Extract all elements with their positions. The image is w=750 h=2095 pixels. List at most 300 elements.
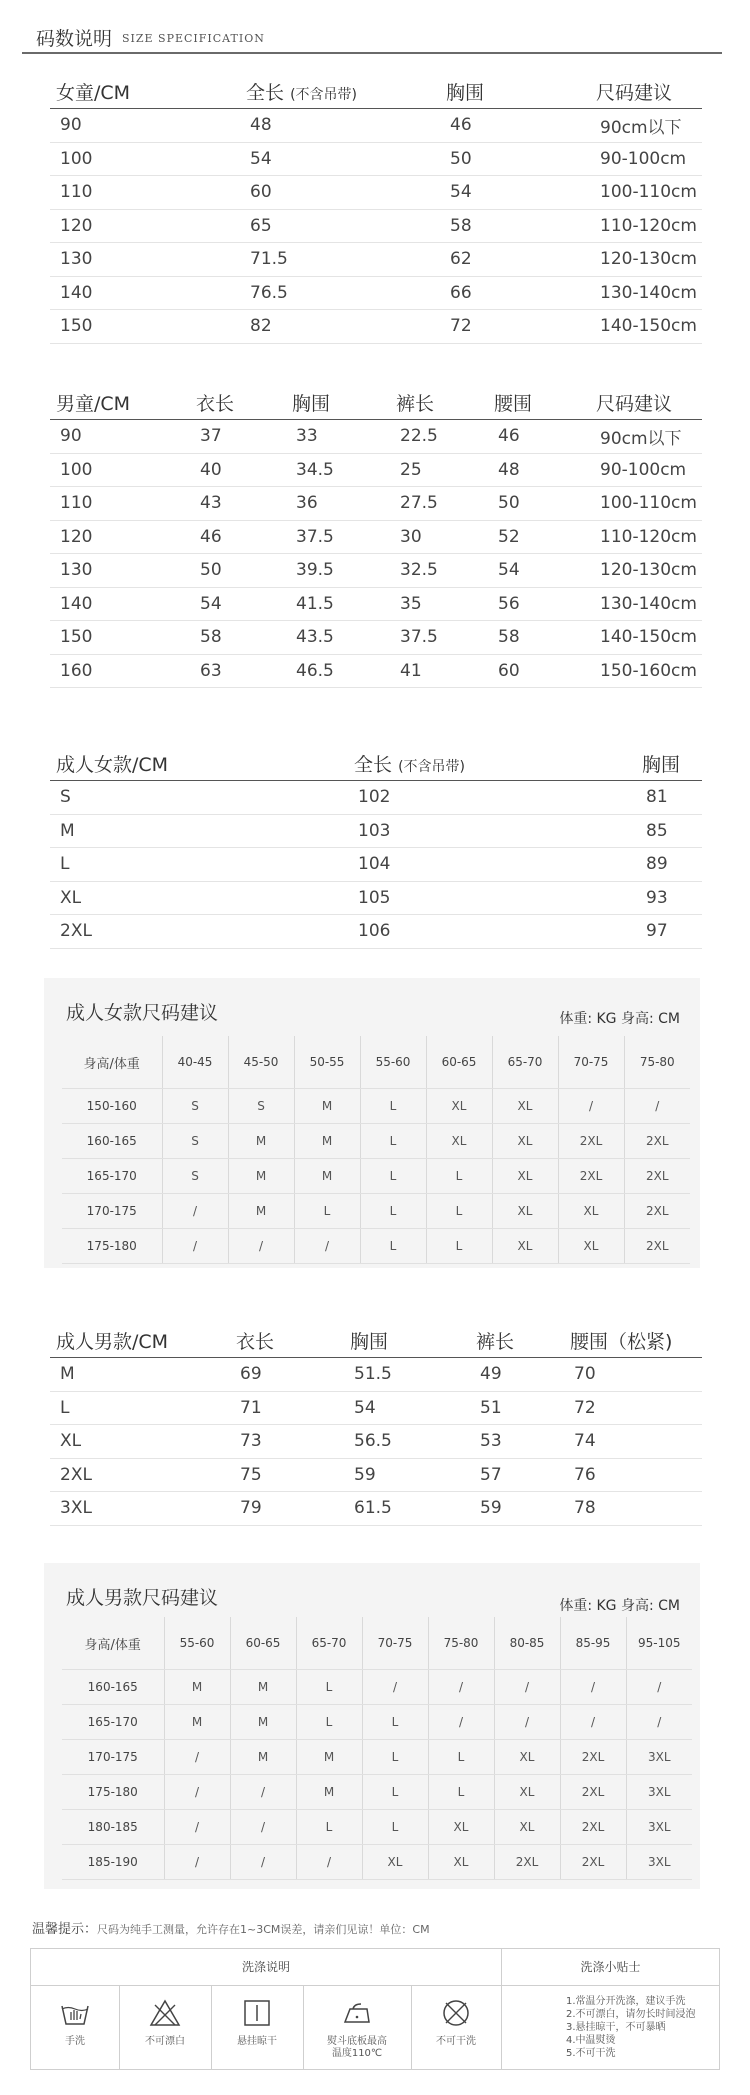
women-table-cell: XL xyxy=(50,881,348,915)
girls-table-cell: 82 xyxy=(240,310,440,344)
men-recommend-cell: L xyxy=(362,1740,428,1775)
boys-table-cell: 41 xyxy=(390,654,488,688)
men-recommend-cell: 3XL xyxy=(626,1810,692,1845)
women-recommend-cell: M xyxy=(228,1124,294,1159)
girls-table-cell: 60 xyxy=(240,176,440,210)
women-recommend-cell: M xyxy=(294,1159,360,1194)
women-recommend-row xyxy=(62,1124,690,1159)
boys-table-cell: 150 xyxy=(50,621,190,655)
men-header-waist: 腰围（松紧) xyxy=(564,1323,702,1358)
women-recommend-row xyxy=(62,1229,690,1264)
men-recommend-header-cell: 95-105 xyxy=(626,1617,692,1670)
women-table-row xyxy=(50,781,702,815)
girls-table-cell: 54 xyxy=(440,176,590,210)
men-recommend-header-cell: 60-65 xyxy=(230,1617,296,1670)
boys-table-cell: 54 xyxy=(488,554,590,588)
men-table-row xyxy=(50,1492,702,1526)
men-recommend-header-cell: 70-75 xyxy=(362,1617,428,1670)
women-recommend-cell: / xyxy=(624,1089,690,1124)
women-recommend-cell: XL xyxy=(558,1229,624,1264)
women-recommend-title: 成人女款尺码建议 xyxy=(66,1002,219,1024)
men-recommend-row xyxy=(62,1670,692,1705)
men-recommend-cell: L xyxy=(428,1775,494,1810)
men-table-cell: 61.5 xyxy=(344,1492,470,1526)
boys-table-cell: 160 xyxy=(50,654,190,688)
girls-table-cell: 110 xyxy=(50,176,240,210)
men-table-cell: 79 xyxy=(230,1492,344,1526)
men-recommend-cell: 2XL xyxy=(560,1845,626,1880)
men-table-cell: 71 xyxy=(230,1391,344,1425)
men-table-cell: 73 xyxy=(230,1425,344,1459)
boys-table-row xyxy=(50,587,702,621)
men-table-cell: 53 xyxy=(470,1425,564,1459)
women-table-cell: 89 xyxy=(636,848,702,882)
men-table-row xyxy=(50,1391,702,1425)
women-recommend-cell: 2XL xyxy=(558,1159,624,1194)
boys-table-cell: 140-150cm xyxy=(590,621,702,655)
women-recommend-cell: 2XL xyxy=(558,1124,624,1159)
men-recommend-cell: M xyxy=(296,1740,362,1775)
girls-table-cell: 54 xyxy=(240,142,440,176)
men-recommend-cell: L xyxy=(428,1740,494,1775)
women-recommend-cell: XL xyxy=(426,1089,492,1124)
men-recommend-cell: L xyxy=(362,1775,428,1810)
women-table-cell: 105 xyxy=(348,881,636,915)
boys-table-cell: 100 xyxy=(50,453,190,487)
women-recommend-cell: XL xyxy=(492,1124,558,1159)
women-recommend-cell: L xyxy=(360,1229,426,1264)
boys-table-cell: 120 xyxy=(50,520,190,554)
men-recommend-cell: XL xyxy=(428,1810,494,1845)
boys-table-row xyxy=(50,453,702,487)
girls-table-row xyxy=(50,176,702,210)
girls-table-cell: 150 xyxy=(50,310,240,344)
boys-table-cell: 30 xyxy=(390,520,488,554)
boys-table-cell: 37 xyxy=(190,420,286,454)
boys-header-pants: 裤长 xyxy=(390,385,488,420)
women-table-cell: 106 xyxy=(348,915,636,949)
women-recommend-cell: M xyxy=(294,1089,360,1124)
men-recommend-cell: / xyxy=(164,1740,230,1775)
men-recommend-cell: / xyxy=(626,1705,692,1740)
men-recommend-cell: / xyxy=(494,1705,560,1740)
women-recommend-header-cell: 75-80 xyxy=(624,1036,690,1089)
men-recommend-cell: 3XL xyxy=(626,1845,692,1880)
hand-wash-icon xyxy=(59,1998,91,2028)
women-recommend-cell: XL xyxy=(492,1159,558,1194)
girls-table-cell: 100-110cm xyxy=(590,176,702,210)
women-recommend-cell: L xyxy=(426,1229,492,1264)
men-table-cell: 78 xyxy=(564,1492,702,1526)
men-recommend-header-cell: 80-85 xyxy=(494,1617,560,1670)
women-recommend-grid xyxy=(62,1036,690,1264)
warm-tips xyxy=(32,1918,430,1937)
boys-table-cell: 41.5 xyxy=(286,587,390,621)
boys-table-cell: 37.5 xyxy=(390,621,488,655)
boys-table-cell: 37.5 xyxy=(286,520,390,554)
men-table-cell: 2XL xyxy=(50,1458,230,1492)
boys-table-cell: 63 xyxy=(190,654,286,688)
women-recommend-cell: L xyxy=(294,1194,360,1229)
boys-table-row xyxy=(50,420,702,454)
men-header-length: 衣长 xyxy=(230,1323,344,1358)
boys-table-cell: 32.5 xyxy=(390,554,488,588)
women-recommend-cell: / xyxy=(228,1229,294,1264)
boys-table-row xyxy=(50,487,702,521)
men-recommend-cell: M xyxy=(230,1705,296,1740)
men-recommend-cell: / xyxy=(560,1705,626,1740)
women-table-cell: 103 xyxy=(348,814,636,848)
boys-table-cell: 39.5 xyxy=(286,554,390,588)
care-label-iron: 熨斗底板最高 温度110℃ xyxy=(327,2036,387,2059)
women-recommend-cell: 170-175 xyxy=(62,1194,162,1229)
men-recommend-header-cell: 85-95 xyxy=(560,1617,626,1670)
men-recommend-row xyxy=(62,1810,692,1845)
girls-table-cell: 110-120cm xyxy=(590,209,702,243)
women-recommend-cell: 165-170 xyxy=(62,1159,162,1194)
boys-table-cell: 110 xyxy=(50,487,190,521)
boys-header-waist: 腰围 xyxy=(488,385,590,420)
women-recommend-cell: 150-160 xyxy=(62,1089,162,1124)
care-tips-list xyxy=(566,1995,696,2060)
men-recommend-cell: / xyxy=(296,1845,362,1880)
men-recommend-cell: / xyxy=(230,1775,296,1810)
men-recommend-cell: / xyxy=(428,1705,494,1740)
iron-icon xyxy=(341,1998,373,2028)
boys-header-length: 衣长 xyxy=(190,385,286,420)
women-recommend-cell: L xyxy=(360,1089,426,1124)
women-recommend-cell: M xyxy=(294,1124,360,1159)
women-recommend-header-cell: 60-65 xyxy=(426,1036,492,1089)
care-label-hang-dry: 悬挂晾干 xyxy=(237,2036,277,2047)
boys-table-cell: 58 xyxy=(190,621,286,655)
girls-header-length: 全长 (不含吊带) xyxy=(240,74,440,109)
care-tips-title: 洗涤小贴士 xyxy=(502,1949,719,1986)
boys-table-row xyxy=(50,621,702,655)
women-table-cell: 81 xyxy=(636,781,702,815)
men-recommend-cell: 160-165 xyxy=(62,1670,164,1705)
women-recommend-header-cell: 45-50 xyxy=(228,1036,294,1089)
boys-table-cell: 56 xyxy=(488,587,590,621)
women-recommend-header-cell: 70-75 xyxy=(558,1036,624,1089)
men-table-cell: 54 xyxy=(344,1391,470,1425)
boys-table-cell: 36 xyxy=(286,487,390,521)
girls-table-row xyxy=(50,276,702,310)
men-recommend-cell: / xyxy=(494,1670,560,1705)
boys-table-cell: 50 xyxy=(190,554,286,588)
boys-table-cell: 40 xyxy=(190,453,286,487)
women-recommend-row xyxy=(62,1159,690,1194)
men-header-pants: 裤长 xyxy=(470,1323,564,1358)
men-recommend-title: 成人男款尺码建议 xyxy=(66,1587,219,1609)
women-recommend-cell: 175-180 xyxy=(62,1229,162,1264)
women-recommend-cell: XL xyxy=(492,1089,558,1124)
men-recommend-cell: / xyxy=(230,1845,296,1880)
women-table-cell: 102 xyxy=(348,781,636,815)
women-recommend-cell: M xyxy=(228,1194,294,1229)
boys-table-cell: 34.5 xyxy=(286,453,390,487)
boys-table-cell: 52 xyxy=(488,520,590,554)
girls-table-cell: 130-140cm xyxy=(590,276,702,310)
no-bleach-icon xyxy=(149,1998,181,2028)
men-recommend-cell: / xyxy=(230,1810,296,1845)
women-header-size: 成人女款/CM xyxy=(50,746,348,781)
men-recommend-cell: / xyxy=(362,1670,428,1705)
care-label-no-dry-clean: 不可干洗 xyxy=(436,2036,476,2047)
men-recommend-cell: L xyxy=(296,1670,362,1705)
women-table-row xyxy=(50,915,702,949)
men-recommend-cell: L xyxy=(296,1705,362,1740)
girls-table-cell: 48 xyxy=(240,109,440,143)
boys-header-chest: 胸围 xyxy=(286,385,390,420)
girls-table-cell: 46 xyxy=(440,109,590,143)
girls-table-cell: 76.5 xyxy=(240,276,440,310)
boys-table-cell: 48 xyxy=(488,453,590,487)
girls-table-cell: 140-150cm xyxy=(590,310,702,344)
women-recommend-cell: 2XL xyxy=(624,1159,690,1194)
men-recommend-cell: M xyxy=(296,1775,362,1810)
women-recommend-cell: XL xyxy=(492,1194,558,1229)
men-recommend-cell: XL xyxy=(362,1845,428,1880)
women-recommend-cell: L xyxy=(360,1124,426,1159)
men-table-cell: 57 xyxy=(470,1458,564,1492)
women-table-cell: 85 xyxy=(636,814,702,848)
women-recommend-cell: L xyxy=(360,1194,426,1229)
boys-table-cell: 46 xyxy=(190,520,286,554)
men-table-cell: 59 xyxy=(470,1492,564,1526)
girls-table-row xyxy=(50,109,702,143)
women-recommend-cell: 2XL xyxy=(624,1229,690,1264)
men-recommend-cell: XL xyxy=(494,1810,560,1845)
men-recommend-cell: L xyxy=(296,1810,362,1845)
boys-size-table xyxy=(50,385,702,688)
women-table-cell: 2XL xyxy=(50,915,348,949)
men-header-chest: 胸围 xyxy=(344,1323,470,1358)
boys-table-cell: 60 xyxy=(488,654,590,688)
men-recommend-cell: XL xyxy=(428,1845,494,1880)
boys-table-cell: 58 xyxy=(488,621,590,655)
boys-header-size: 男童/CM xyxy=(50,385,190,420)
women-table-row xyxy=(50,814,702,848)
boys-table-cell: 22.5 xyxy=(390,420,488,454)
boys-table-cell: 46.5 xyxy=(286,654,390,688)
boys-table-cell: 27.5 xyxy=(390,487,488,521)
boys-table-cell: 33 xyxy=(286,420,390,454)
men-recommend-cell: 2XL xyxy=(560,1740,626,1775)
girls-table-cell: 66 xyxy=(440,276,590,310)
women-recommend-cell: L xyxy=(360,1159,426,1194)
boys-table-row xyxy=(50,554,702,588)
men-table-row xyxy=(50,1358,702,1392)
girls-table-cell: 130 xyxy=(50,243,240,277)
girls-size-table xyxy=(50,74,702,344)
girls-table-row xyxy=(50,310,702,344)
men-table-cell: 59 xyxy=(344,1458,470,1492)
boys-table-cell: 43.5 xyxy=(286,621,390,655)
men-table-cell: 69 xyxy=(230,1358,344,1392)
men-recommend-cell: 3XL xyxy=(626,1740,692,1775)
girls-table-cell: 120 xyxy=(50,209,240,243)
men-recommend-cell: / xyxy=(164,1775,230,1810)
care-tip-item: 3.悬挂晾干，不可暴晒 xyxy=(566,2022,666,2033)
men-recommend-header-cell: 55-60 xyxy=(164,1617,230,1670)
men-recommend-cell: 185-190 xyxy=(62,1845,164,1880)
women-table-cell: L xyxy=(50,848,348,882)
men-recommend-panel xyxy=(44,1563,700,1889)
no-dry-clean-icon xyxy=(440,1998,472,2028)
girls-table-row xyxy=(50,209,702,243)
men-recommend-cell: / xyxy=(428,1670,494,1705)
warm-tips-label: 温馨提示： xyxy=(32,1922,98,1937)
men-recommend-cell: L xyxy=(362,1810,428,1845)
boys-table-cell: 90cm以下 xyxy=(590,420,702,454)
care-label-hand-wash: 手洗 xyxy=(65,2036,85,2047)
men-recommend-cell: M xyxy=(230,1670,296,1705)
women-recommend-cell: XL xyxy=(426,1124,492,1159)
men-recommend-cell: 2XL xyxy=(560,1775,626,1810)
men-recommend-header-row xyxy=(62,1617,692,1670)
men-recommend-cell: 2XL xyxy=(494,1845,560,1880)
care-instructions xyxy=(30,1948,720,2070)
section-header xyxy=(22,18,722,54)
women-recommend-row xyxy=(62,1089,690,1124)
men-table-cell: 56.5 xyxy=(344,1425,470,1459)
men-recommend-cell: 170-175 xyxy=(62,1740,164,1775)
women-recommend-cell: S xyxy=(162,1124,228,1159)
men-table-row xyxy=(50,1425,702,1459)
men-table-cell: 51.5 xyxy=(344,1358,470,1392)
men-table-cell: 76 xyxy=(564,1458,702,1492)
men-recommend-grid xyxy=(62,1617,692,1880)
women-recommend-header-cell: 65-70 xyxy=(492,1036,558,1089)
girls-table-cell: 90 xyxy=(50,109,240,143)
men-recommend-cell: XL xyxy=(494,1775,560,1810)
boys-table-cell: 150-160cm xyxy=(590,654,702,688)
women-table-row xyxy=(50,881,702,915)
men-recommend-cell: M xyxy=(164,1670,230,1705)
boys-table-cell: 43 xyxy=(190,487,286,521)
girls-table-cell: 72 xyxy=(440,310,590,344)
men-recommend-header-cell: 身高/体重 xyxy=(62,1617,164,1670)
men-table-cell: XL xyxy=(50,1425,230,1459)
boys-table-cell: 110-120cm xyxy=(590,520,702,554)
men-recommend-cell: / xyxy=(626,1670,692,1705)
girls-table-cell: 62 xyxy=(440,243,590,277)
boys-table-cell: 35 xyxy=(390,587,488,621)
women-table-row xyxy=(50,848,702,882)
boys-table-cell: 120-130cm xyxy=(590,554,702,588)
boys-table-cell: 130-140cm xyxy=(590,587,702,621)
boys-table-row xyxy=(50,654,702,688)
women-recommend-cell: / xyxy=(162,1194,228,1229)
men-table-cell: 3XL xyxy=(50,1492,230,1526)
women-header-chest: 胸围 xyxy=(636,746,702,781)
women-recommend-cell: 2XL xyxy=(624,1124,690,1159)
men-table-cell: 49 xyxy=(470,1358,564,1392)
women-recommend-header-row xyxy=(62,1036,690,1089)
women-recommend-cell: XL xyxy=(558,1194,624,1229)
men-recommend-cell: 2XL xyxy=(560,1810,626,1845)
men-recommend-cell: / xyxy=(164,1845,230,1880)
men-recommend-cell: 175-180 xyxy=(62,1775,164,1810)
women-recommend-header-cell: 50-55 xyxy=(294,1036,360,1089)
men-size-table xyxy=(50,1323,702,1526)
women-table-cell: 97 xyxy=(636,915,702,949)
men-recommend-row xyxy=(62,1740,692,1775)
men-recommend-cell: M xyxy=(164,1705,230,1740)
girls-table-cell: 120-130cm xyxy=(590,243,702,277)
care-item-hang-dry xyxy=(211,1986,304,2069)
women-recommend-cell: / xyxy=(558,1089,624,1124)
men-recommend-cell: M xyxy=(230,1740,296,1775)
women-table-cell: 93 xyxy=(636,881,702,915)
girls-table-cell: 71.5 xyxy=(240,243,440,277)
girls-table-cell: 90-100cm xyxy=(590,142,702,176)
men-table-cell: 75 xyxy=(230,1458,344,1492)
men-table-cell: 74 xyxy=(564,1425,702,1459)
girls-table-cell: 140 xyxy=(50,276,240,310)
men-recommend-cell: 165-170 xyxy=(62,1705,164,1740)
boys-table-row xyxy=(50,520,702,554)
women-recommend-cell: / xyxy=(294,1229,360,1264)
boys-table-cell: 140 xyxy=(50,587,190,621)
women-recommend-header-cell: 55-60 xyxy=(360,1036,426,1089)
boys-table-cell: 90 xyxy=(50,420,190,454)
header-subtitle: SIZE SPECIFICATION xyxy=(122,32,265,45)
women-recommend-cell: XL xyxy=(492,1229,558,1264)
care-item-hand-wash xyxy=(31,1986,120,2069)
women-recommend-cell: S xyxy=(228,1089,294,1124)
boys-table-cell: 130 xyxy=(50,554,190,588)
men-recommend-row xyxy=(62,1775,692,1810)
boys-table-cell: 25 xyxy=(390,453,488,487)
men-recommend-cell: / xyxy=(560,1670,626,1705)
care-tip-item: 5.不可干洗 xyxy=(566,2048,616,2059)
women-table-cell: M xyxy=(50,814,348,848)
care-tip-item: 1.常温分开洗涤，建议手洗 xyxy=(566,1996,686,2007)
women-size-table xyxy=(50,746,702,949)
men-table-cell: M xyxy=(50,1358,230,1392)
men-table-cell: 72 xyxy=(564,1391,702,1425)
care-icons-row xyxy=(31,1986,502,2069)
care-title: 洗涤说明 xyxy=(31,1949,502,1986)
boys-table-cell: 54 xyxy=(190,587,286,621)
men-recommend-cell: XL xyxy=(494,1740,560,1775)
men-header-size: 成人男款/CM xyxy=(50,1323,230,1358)
care-label-no-bleach: 不可漂白 xyxy=(145,2036,185,2047)
boys-table-cell: 100-110cm xyxy=(590,487,702,521)
men-table-cell: 70 xyxy=(564,1358,702,1392)
girls-table-row xyxy=(50,142,702,176)
hang-dry-icon xyxy=(241,1998,273,2028)
women-recommend-cell: S xyxy=(162,1089,228,1124)
women-recommend-unit: 体重: KG 身高: CM xyxy=(559,1011,680,1027)
girls-table-cell: 90cm以下 xyxy=(590,109,702,143)
women-table-cell: S xyxy=(50,781,348,815)
header-title: 码数说明 xyxy=(36,28,113,50)
women-recommend-header-cell: 40-45 xyxy=(162,1036,228,1089)
men-table-cell: 51 xyxy=(470,1391,564,1425)
women-recommend-cell: 160-165 xyxy=(62,1124,162,1159)
care-item-no-bleach xyxy=(119,1986,212,2069)
girls-table-cell: 65 xyxy=(240,209,440,243)
girls-table-cell: 100 xyxy=(50,142,240,176)
care-tip-item: 4.中温熨烫 xyxy=(566,2035,616,2046)
girls-header-chest: 胸围 xyxy=(440,74,590,109)
boys-table-cell: 50 xyxy=(488,487,590,521)
care-tip-item: 2.不可漂白，请勿长时间浸泡 xyxy=(566,2009,696,2020)
men-recommend-cell: 180-185 xyxy=(62,1810,164,1845)
